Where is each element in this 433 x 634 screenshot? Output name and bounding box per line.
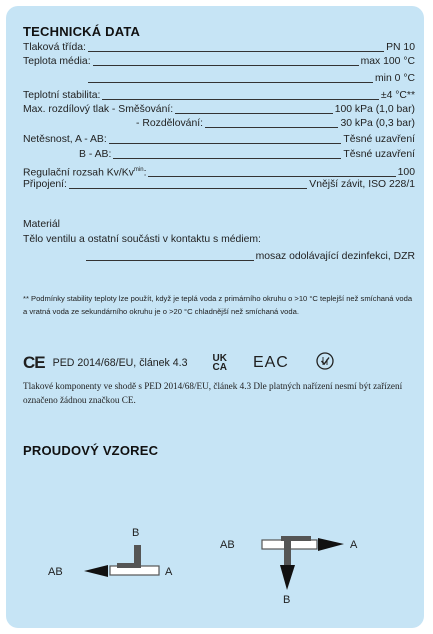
div-label-b: B	[283, 594, 291, 606]
diverting-outlet-b-arrow	[280, 565, 295, 590]
pressure-class-label: Tlaková třída:	[23, 42, 86, 53]
temp-stability-label: Teplotní stabilita:	[23, 90, 101, 101]
medium-temp-label: Teplota média:	[23, 56, 91, 67]
control-range-label: Regulační rozsah $Kv/Kv^{min}$:	[23, 167, 147, 179]
div-label-ab: AB	[220, 539, 235, 551]
max-diff-div-label: - Rozdělování:	[136, 118, 203, 129]
ukca-mark: UK CA	[212, 353, 227, 373]
port-b-pipe	[284, 541, 291, 565]
leakage-a-value: Těsné uzavření	[343, 134, 415, 145]
flow-diagrams	[6, 6, 424, 628]
compliance-text: Tlakové komponenty ve shodě s PED 2014/68/EU, článek 4.3 Dle platných nařízení nesmí být zařízení označeno žádnou značkou CE.	[23, 381, 403, 405]
max-diff-mix-label: Max. rozdílový tlak - Směšování:	[23, 104, 174, 115]
material-desc: Tělo ventilu a ostatní součásti v kontaktu s médiem:	[23, 234, 261, 245]
flow-pattern-title: PROUDOVÝ VZOREC	[23, 443, 159, 458]
medium-temp-min: min 0 °C	[375, 73, 415, 84]
mixing-diagram	[48, 527, 173, 578]
mixing-outlet-arrow	[84, 565, 108, 577]
ped-reference: PED 2014/68/EU, článek 4.3	[52, 357, 188, 369]
technical-data-title: TECHNICKÁ DATA	[23, 24, 141, 39]
mixing-bend	[117, 563, 141, 568]
material-value: mosaz odolávající dezinfekci, DZR	[255, 251, 415, 262]
control-range-value: 100	[397, 167, 415, 179]
mix-label-b: B	[132, 527, 140, 539]
pressure-class-value: PN 10	[386, 42, 415, 53]
technical-data-card	[6, 6, 424, 628]
medium-temp-max: max 100 °C	[360, 56, 415, 67]
leakage-b-value: Těsné uzavření	[343, 149, 415, 160]
diverting-outlet-a-arrow	[318, 538, 344, 551]
max-diff-mix-value: 100 kPa (1,0 bar)	[334, 104, 415, 115]
leakage-b-label: B - AB:	[79, 149, 112, 160]
diverting-diagram	[220, 536, 358, 606]
mix-label-ab: AB	[48, 566, 63, 578]
eac-mark: EAC	[252, 354, 289, 371]
diverting-bend	[281, 536, 311, 541]
mix-label-a: A	[165, 566, 173, 578]
ce-mark: CE	[23, 353, 45, 372]
material-title: Materiál	[23, 219, 60, 230]
max-diff-div-value: 30 kPa (0,3 bar)	[340, 118, 415, 129]
temp-stability-value: ±4 °C**	[380, 90, 415, 101]
div-label-a: A	[350, 539, 358, 551]
connection-value: Vnější závit, ISO 228/1	[309, 179, 415, 190]
connection-label: Připojení:	[23, 179, 67, 190]
stability-footnote: ** Podmínky stability teploty lze použít, když je teplá voda z primárního okruhu o >10 °C teplejší než smíchaná voda a vratná voda ze sekundárního okruhu je o >20 °C chladnější než smíchaná voda.	[23, 294, 413, 316]
leakage-a-label: Netěsnost, A - AB:	[23, 134, 107, 145]
